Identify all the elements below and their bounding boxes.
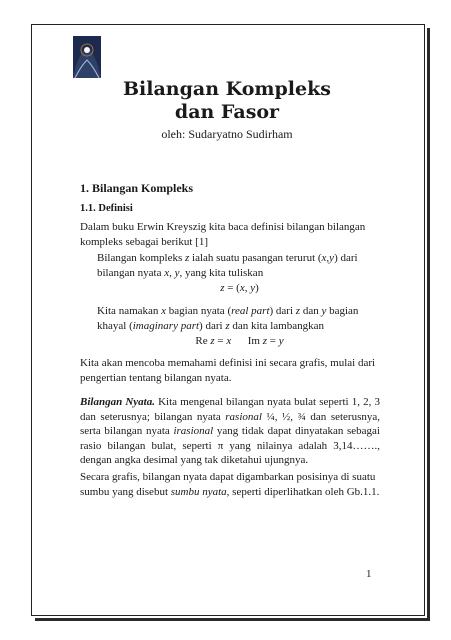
- paragraph-graphical: Kita akan mencoba memahami definisi ini secara grafis, mulai dari pengertian tentang bilangan nyata.: [80, 357, 376, 384]
- title-line-1: Bilangan Kompleks: [123, 78, 331, 100]
- paragraph-real-axis: Secara grafis, bilangan nyata dapat digambarkan posisinya di suatu sumbu yang disebut sumbu nyata, seperti diperlihatkan oleh Gb.1.1.: [80, 471, 380, 498]
- paragraph-intro: Dalam buku Erwin Kreyszig kita baca definisi bilangan bilangan kompleks sebagai berikut [1]: [80, 221, 366, 248]
- section-heading: 1. Bilangan Kompleks: [80, 181, 194, 195]
- paragraph-real-imag: Kita namakan x bagian nyata (real part) dari z dan y bagian khayal (imaginary part) dari z dan kita lambangkan: [97, 305, 359, 332]
- paragraph-definition: Bilangan kompleks z ialah suatu pasangan terurut (x,y) dari bilangan nyata x, y, yang kita tuliskan: [97, 252, 358, 279]
- paragraph-real-numbers: Bilangan Nyata. Kita mengenal bilangan nyata bulat seperti 1, 2, 3 dan seterusnya; bilangan nyata rasional ¼, ½, ¾ dan seterusnya, serta bilangan nyata irasional yang tidak dapat dinyatakan sebagai rasio bilangan bulat, seperti π yang nilainya adalah 3,14……., dengan angka desimal yang tak diketahui ujungnya.: [80, 396, 380, 466]
- title-line-2: dan Fasor: [174, 101, 280, 123]
- page-number: 1: [366, 568, 372, 580]
- equation-z-xy: z = (x, y): [220, 282, 259, 294]
- cover-logo-image: [73, 36, 101, 78]
- author-line: oleh: Sudaryatno Sudirham: [161, 127, 293, 141]
- subsection-heading: 1.1. Definisi: [80, 203, 133, 214]
- equation-re-im: Re z = x Im z = y: [195, 335, 284, 347]
